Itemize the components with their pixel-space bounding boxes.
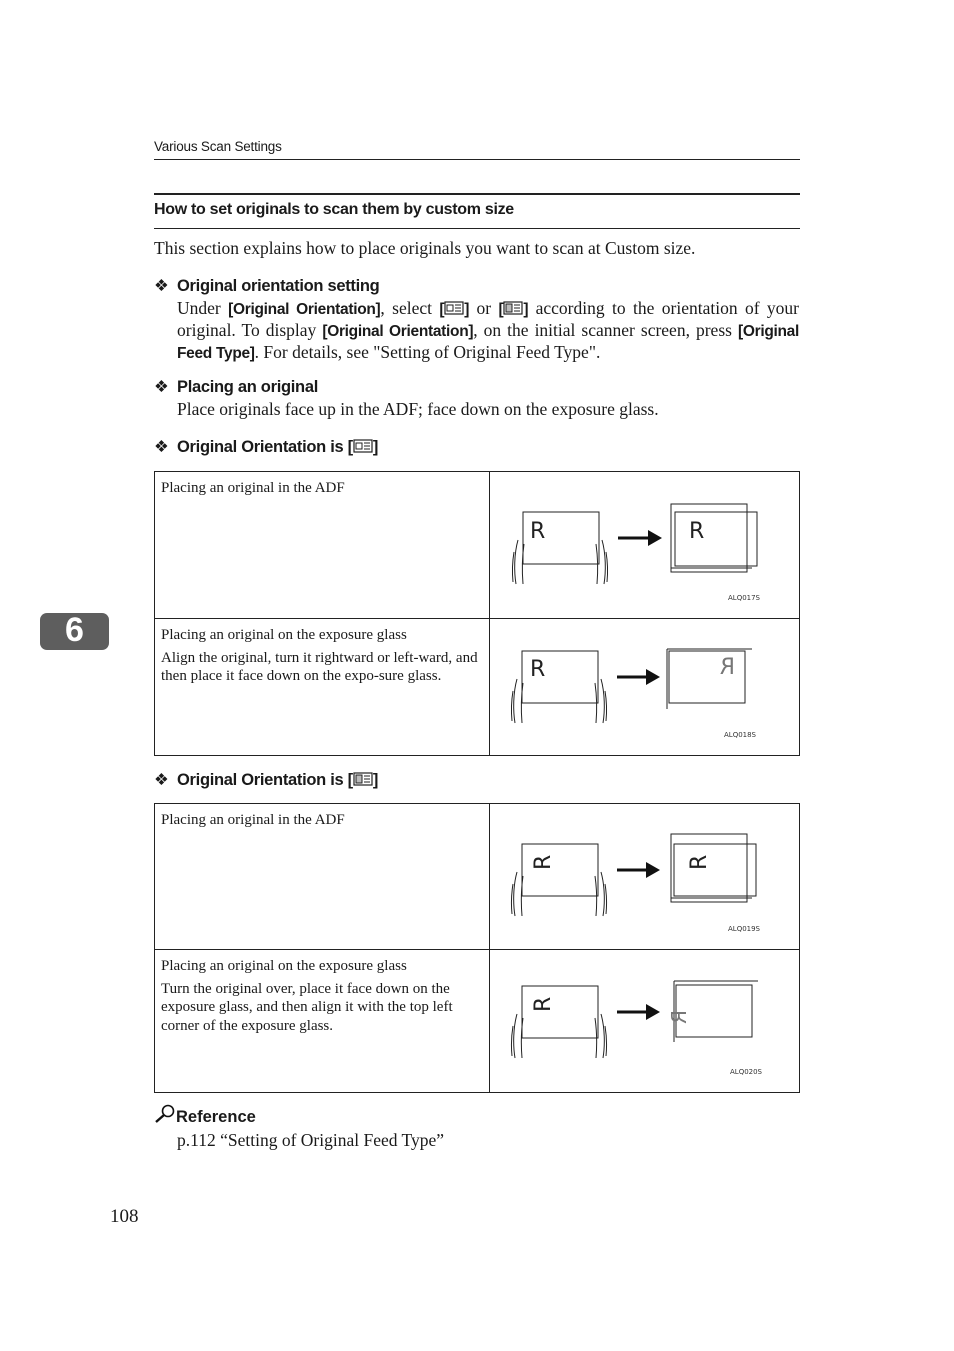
figure-adf-readable <box>490 472 800 619</box>
section-rule-bottom <box>154 228 800 229</box>
figure-code: ALQ020S <box>730 1068 763 1076</box>
reference-heading: Reference <box>154 1104 256 1127</box>
letter-r: R <box>530 519 546 544</box>
keyword-original-feed-type: [Original Feed Type] <box>177 323 799 362</box>
letter-r-mirrored: R <box>719 655 735 680</box>
adf-caption: Placing an original in the ADF <box>161 480 345 496</box>
adf-readable-illustration <box>490 472 812 618</box>
diamond-bullet-icon: ❖ <box>154 771 169 789</box>
diamond-bullet-icon: ❖ <box>154 277 169 295</box>
item-heading-orientation-setting: ❖ Original orientation setting <box>154 277 380 295</box>
running-head: Various Scan Settings <box>154 139 282 154</box>
magnifier-icon <box>154 1104 176 1124</box>
glass-readable-illustration <box>490 619 812 755</box>
table-cell-text <box>155 804 490 950</box>
diamond-bullet-icon: ❖ <box>154 438 169 456</box>
figure-glass-unreadable <box>490 950 800 1093</box>
letter-r-rotated: R <box>687 854 712 870</box>
unreadable-orientation-icon <box>503 301 523 315</box>
table-cell-text <box>155 472 490 619</box>
header-rule <box>154 159 800 160</box>
keyword-original-orientation-2: [Original Orientation] <box>322 323 474 340</box>
orientation-table-readable <box>154 471 800 756</box>
reference-link[interactable]: p.112 “Setting of Original Feed Type” <box>177 1130 445 1150</box>
letter-r-rotated: R <box>531 854 556 870</box>
section-rule-top <box>154 193 800 195</box>
table-cell-text <box>155 619 490 756</box>
orientation-table-unreadable <box>154 803 800 1093</box>
adf-unreadable-illustration <box>490 804 812 949</box>
figure-glass-readable <box>490 619 800 756</box>
item-heading-orientation-readable: ❖ Original Orientation is [ ] <box>154 438 379 456</box>
glass-instructions: Align the original, turn it rightward or left-ward, and then place it face down on the expo-sure glass. <box>161 649 478 684</box>
chapter-number: 6 <box>65 611 84 649</box>
letter-r-mirrored-rotated: R <box>667 1010 691 1024</box>
glass-caption: Placing an original on the exposure glass <box>161 627 407 643</box>
section-title: How to set originals to scan them by custom size <box>154 201 514 218</box>
readable-orientation-icon <box>444 301 464 315</box>
glass-caption: Placing an original on the exposure glass <box>161 958 407 974</box>
keyword-original-orientation: [Original Orientation] <box>228 301 381 318</box>
glass-instructions: Turn the original over, place it face down on the exposure glass, and then align it with the top left corner of the exposure glass. <box>161 980 453 1034</box>
letter-r-rotated: R <box>531 996 556 1012</box>
figure-code: ALQ017S <box>728 594 761 602</box>
figure-code: ALQ019S <box>728 925 761 933</box>
unreadable-orientation-icon <box>353 772 373 786</box>
adf-caption: Placing an original in the ADF <box>161 812 345 828</box>
figure-code: ALQ018S <box>724 731 757 739</box>
readable-orientation-icon <box>353 439 373 453</box>
glass-unreadable-illustration <box>490 950 812 1092</box>
letter-r: R <box>530 657 546 682</box>
letter-r: R <box>689 519 705 544</box>
diamond-bullet-icon: ❖ <box>154 378 169 396</box>
item-heading-placing: ❖ Placing an original <box>154 378 318 396</box>
item-body-orientation-setting: Under [Original Orientation], select [ ] or [ ] according to the orientation of your original. To display [Original Orientation], on the initial scanner screen, press [Original Feed Type]. For details, see "Setting of Original Feed Type". <box>177 298 800 362</box>
page-number: 108 <box>110 1206 139 1227</box>
table-cell-text <box>155 950 490 1093</box>
item-body-placing: Place originals face up in the ADF; face down on the exposure glass. <box>177 399 659 419</box>
figure-adf-unreadable <box>490 804 800 950</box>
item-heading-orientation-unreadable: ❖ Original Orientation is [ ] <box>154 771 379 789</box>
section-intro: This section explains how to place originals you want to scan at Custom size. <box>154 238 696 258</box>
